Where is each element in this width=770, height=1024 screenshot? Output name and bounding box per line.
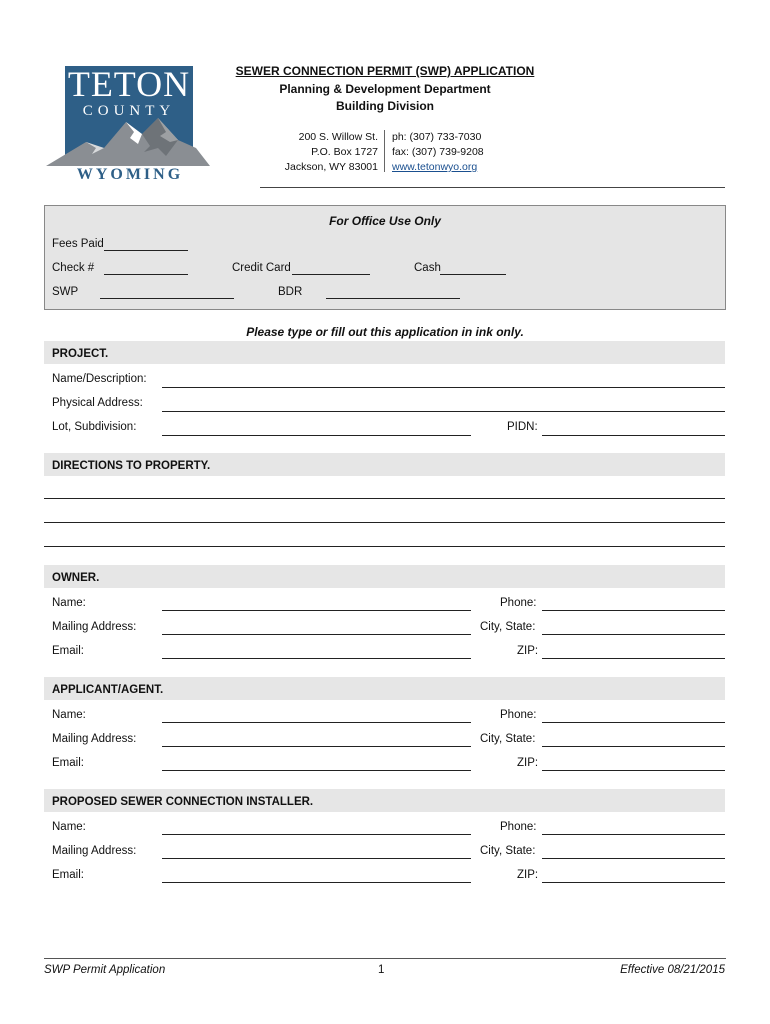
- check-number-field[interactable]: [104, 274, 188, 275]
- owner-zip-field[interactable]: [542, 658, 725, 659]
- applicant-city-state-field[interactable]: [542, 746, 725, 747]
- address-line: Jackson, WY 83001: [284, 161, 378, 173]
- installer-email-label: Email:: [52, 869, 84, 881]
- bdr-field[interactable]: [326, 298, 460, 299]
- section-heading-owner: OWNER.: [52, 572, 100, 584]
- installer-name-field[interactable]: [162, 834, 471, 835]
- applicant-name-field[interactable]: [162, 722, 471, 723]
- owner-phone-label: Phone:: [500, 597, 537, 609]
- fax-number: fax: (307) 739-9208: [392, 146, 484, 158]
- mailing-address-block: [240, 130, 378, 175]
- directions-line-3[interactable]: [44, 546, 725, 547]
- cash-label: Cash: [414, 262, 441, 274]
- credit-card-field[interactable]: [292, 274, 370, 275]
- page-number: 1: [378, 964, 385, 976]
- owner-email-field[interactable]: [162, 658, 471, 659]
- applicant-phone-field[interactable]: [542, 722, 725, 723]
- owner-phone-field[interactable]: [542, 610, 725, 611]
- check-number-label: Check #: [52, 262, 95, 274]
- department-name: Planning & Development Department: [279, 82, 491, 96]
- installer-city-state-field[interactable]: [542, 858, 725, 859]
- mountain-logo-icon: [46, 108, 210, 168]
- installer-zip-field[interactable]: [542, 882, 725, 883]
- address-line: 200 S. Willow St.: [298, 131, 378, 143]
- section-heading-directions: DIRECTIONS TO PROPERTY.: [52, 460, 211, 472]
- section-heading-installer: PROPOSED SEWER CONNECTION INSTALLER.: [52, 796, 314, 808]
- office-use-title: For Office Use Only: [329, 214, 441, 228]
- physical-address-label: Physical Address:: [52, 397, 143, 409]
- owner-city-state-field[interactable]: [542, 634, 725, 635]
- applicant-name-label: Name:: [52, 709, 86, 721]
- pidn-field[interactable]: [542, 435, 725, 436]
- applicant-mailing-field[interactable]: [162, 746, 471, 747]
- applicant-email-field[interactable]: [162, 770, 471, 771]
- directions-line-2[interactable]: [44, 522, 725, 523]
- contact-block: [392, 130, 552, 175]
- installer-email-field[interactable]: [162, 882, 471, 883]
- swp-field[interactable]: [100, 298, 234, 299]
- owner-name-field[interactable]: [162, 610, 471, 611]
- footer-form-name: SWP Permit Application: [44, 964, 166, 976]
- installer-mailing-label: Mailing Address:: [52, 845, 137, 857]
- bdr-label: BDR: [278, 286, 303, 298]
- lot-subdivision-label: Lot, Subdivision:: [52, 421, 137, 433]
- section-heading-project: PROJECT.: [52, 348, 109, 360]
- fees-paid-label: Fees Paid: [52, 238, 104, 250]
- logo-text-teton: TETON: [67, 64, 191, 104]
- owner-mailing-field[interactable]: [162, 634, 471, 635]
- applicant-city-state-label: City, State:: [480, 733, 536, 745]
- name-description-label: Name/Description:: [52, 373, 147, 385]
- website-link[interactable]: www.tetonwyo.org: [392, 161, 478, 173]
- owner-city-state-label: City, State:: [480, 621, 536, 633]
- cash-field[interactable]: [440, 274, 506, 275]
- installer-phone-field[interactable]: [542, 834, 725, 835]
- applicant-zip-field[interactable]: [542, 770, 725, 771]
- credit-card-label: Credit Card: [232, 262, 291, 274]
- applicant-email-label: Email:: [52, 757, 84, 769]
- directions-line-1[interactable]: [44, 498, 725, 499]
- installer-mailing-field[interactable]: [162, 858, 471, 859]
- form-title: SEWER CONNECTION PERMIT (SWP) APPLICATION: [235, 64, 535, 78]
- installer-city-state-label: City, State:: [480, 845, 536, 857]
- installer-phone-label: Phone:: [500, 821, 537, 833]
- header-rule: [260, 187, 725, 188]
- owner-zip-label: ZIP:: [517, 645, 539, 657]
- address-line: P.O. Box 1727: [311, 146, 378, 158]
- name-description-field[interactable]: [162, 387, 725, 388]
- footer-rule: [44, 958, 726, 959]
- fees-paid-field[interactable]: [104, 250, 188, 251]
- pidn-label: PIDN:: [507, 421, 538, 433]
- phone-number: ph: (307) 733-7030: [392, 131, 482, 143]
- installer-name-label: Name:: [52, 821, 86, 833]
- section-band-owner: [44, 565, 725, 588]
- applicant-zip-label: ZIP:: [517, 757, 539, 769]
- swp-label: SWP: [52, 286, 79, 298]
- section-heading-applicant: APPLICANT/AGENT.: [52, 684, 164, 696]
- logo-text-county: COUNTY: [82, 103, 176, 119]
- lot-subdivision-field[interactable]: [162, 435, 471, 436]
- address-divider: [384, 130, 385, 172]
- logo-text-wyoming: WYOMING: [76, 166, 184, 183]
- section-band-project: [44, 341, 725, 364]
- applicant-mailing-label: Mailing Address:: [52, 733, 137, 745]
- owner-email-label: Email:: [52, 645, 84, 657]
- division-name: Building Division: [336, 99, 434, 113]
- owner-mailing-label: Mailing Address:: [52, 621, 137, 633]
- applicant-phone-label: Phone:: [500, 709, 537, 721]
- owner-name-label: Name:: [52, 597, 86, 609]
- installer-zip-label: ZIP:: [517, 869, 539, 881]
- footer-effective-date: Effective 08/21/2015: [620, 964, 725, 976]
- physical-address-field[interactable]: [162, 411, 725, 412]
- ink-instruction: Please type or fill out this application in ink only.: [246, 325, 524, 339]
